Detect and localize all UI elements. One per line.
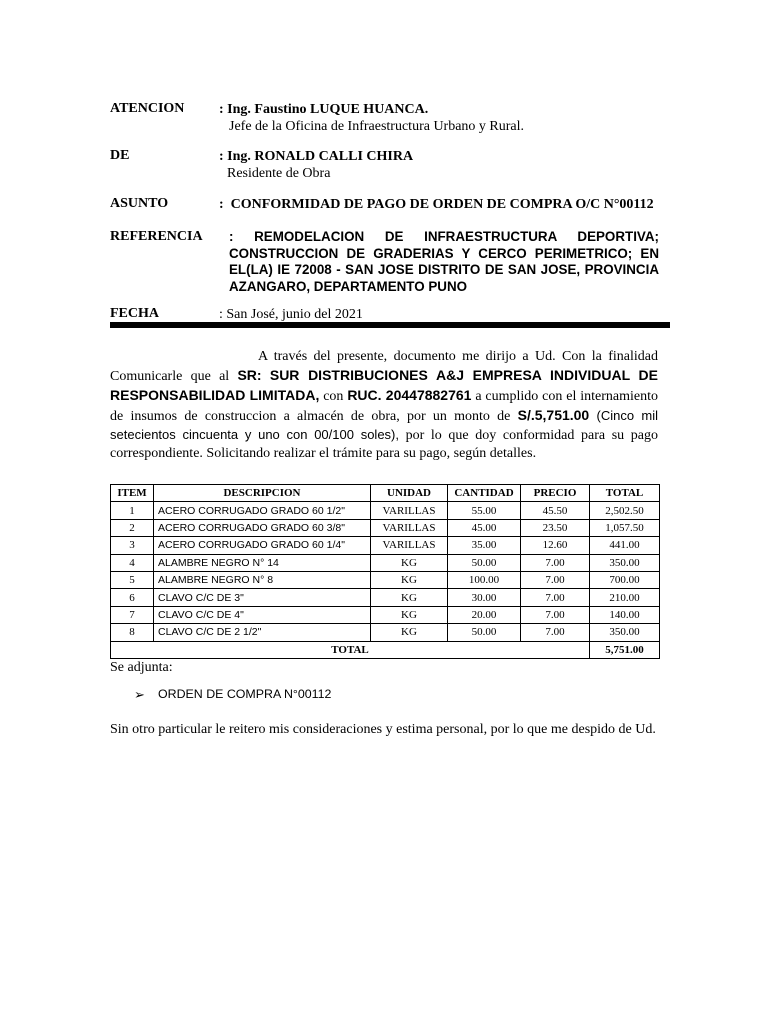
- cell-item: 6: [111, 589, 154, 606]
- cell-cantidad: 100.00: [448, 571, 521, 588]
- body-paragraph: [110, 348, 658, 463]
- items-table: [110, 484, 660, 659]
- body-p3: por lo que doy conformidad para su pago correspondiente. Solicitando realizar el trámite para su pago, según detalles.: [110, 428, 658, 461]
- referencia-text: : REMODELACION DE INFRAESTRUCTURA DEPORTIVA; CONSTRUCCION DE GRADERIAS Y CERCO PERIMETRICO; EN EL(LA) IE 72008 - SAN JOSE DISTRITO DE SAN JOSE, PROVINCIA AZANGARO, DEPARTAMENTO PUNO: [229, 229, 659, 294]
- cell-precio: 7.00: [521, 589, 590, 606]
- cell-unidad: VARILLAS: [371, 502, 448, 519]
- cell-precio: 7.00: [521, 606, 590, 623]
- col-item: ITEM: [111, 485, 154, 502]
- asunto-text: : CONFORMIDAD DE PAGO DE ORDEN DE COMPRA O/C N°00112: [219, 197, 654, 212]
- divider-line: [110, 322, 670, 328]
- atencion-role: Jefe de la Oficina de Infraestructura Urbano y Rural.: [229, 119, 525, 134]
- table-row: [111, 606, 660, 623]
- table-row: [111, 502, 660, 519]
- cell-total: 2,502.50: [590, 502, 660, 519]
- cell-unidad: KG: [371, 571, 448, 588]
- cell-item: 3: [111, 537, 154, 554]
- body-company: SUR DISTRIBUCIONES A&J EMPRESA INDIVIDUAL DE RESPONSABILIDAD LIMITADA,: [110, 367, 659, 403]
- cell-descripcion: CLAVO C/C DE 2 1/2": [154, 624, 371, 641]
- cell-descripcion: ALAMBRE NEGRO N° 8: [154, 571, 371, 588]
- cell-precio: 7.00: [521, 571, 590, 588]
- body-amount-words: (Cinco mil setecientos cincuenta y uno con 00/100 soles),: [110, 408, 659, 442]
- cell-unidad: VARILLAS: [371, 519, 448, 536]
- cell-total: 350.00: [590, 624, 660, 641]
- table-row: [111, 554, 660, 571]
- table-header-row: [111, 485, 660, 502]
- body-p1: A través del presente, documento me dirijo a Ud. Con la finalidad Comunicarle que al: [110, 349, 658, 384]
- attachment-item: ORDEN DE COMPRA N°00112: [158, 687, 332, 701]
- cell-unidad: KG: [371, 589, 448, 606]
- referencia-label: REFERENCIA: [110, 229, 203, 244]
- atencion-name: : Ing. Faustino LUQUE HUANCA.: [219, 102, 429, 117]
- cell-item: 8: [111, 624, 154, 641]
- cell-descripcion: ACERO CORRUGADO GRADO 60 1/4": [154, 537, 371, 554]
- attachments-label: Se adjunta:: [110, 660, 173, 675]
- asunto-label: ASUNTO: [110, 196, 169, 211]
- cell-cantidad: 55.00: [448, 502, 521, 519]
- cell-precio: 7.00: [521, 624, 590, 641]
- cell-total: 1,057.50: [590, 519, 660, 536]
- cell-total: 210.00: [590, 589, 660, 606]
- table-row: [111, 519, 660, 536]
- de-role: Residente de Obra: [227, 166, 331, 181]
- cell-descripcion: ACERO CORRUGADO GRADO 60 3/8": [154, 519, 371, 536]
- cell-cantidad: 30.00: [448, 589, 521, 606]
- total-label: TOTAL: [111, 641, 590, 658]
- body-p2: a cumplido con el internamiento de insumos de construccion a almacén de obra, por un monto de: [110, 389, 658, 424]
- cell-precio: 12.60: [521, 537, 590, 554]
- cell-total: 140.00: [590, 606, 660, 623]
- cell-descripcion: ACERO CORRUGADO GRADO 60 1/2": [154, 502, 371, 519]
- cell-cantidad: 45.00: [448, 519, 521, 536]
- cell-cantidad: 20.00: [448, 606, 521, 623]
- cell-cantidad: 50.00: [448, 554, 521, 571]
- table-total-row: [111, 641, 660, 658]
- body-amount: S/.5,751.00: [517, 407, 590, 423]
- de-label: DE: [110, 148, 130, 163]
- table-row: [111, 624, 660, 641]
- cell-descripcion: CLAVO C/C DE 4": [154, 606, 371, 623]
- body-sr: SR:: [237, 367, 262, 383]
- cell-precio: 7.00: [521, 554, 590, 571]
- closing-text: Sin otro particular le reitero mis consideraciones y estima personal, por lo que me despido de Ud.: [110, 722, 656, 737]
- cell-unidad: VARILLAS: [371, 537, 448, 554]
- cell-unidad: KG: [371, 554, 448, 571]
- de-line: [219, 148, 413, 165]
- cell-unidad: KG: [371, 606, 448, 623]
- cell-descripcion: ALAMBRE NEGRO N° 14: [154, 554, 371, 571]
- col-precio: PRECIO: [521, 485, 590, 502]
- atencion-label: ATENCION: [110, 101, 185, 116]
- fecha-label: FECHA: [110, 306, 159, 321]
- cell-total: 700.00: [590, 571, 660, 588]
- fecha-text: : San José, junio del 2021: [219, 307, 363, 322]
- table-row: [111, 537, 660, 554]
- cell-total: 441.00: [590, 537, 660, 554]
- cell-descripcion: CLAVO C/C DE 3": [154, 589, 371, 606]
- cell-item: 7: [111, 606, 154, 623]
- col-cantidad: CANTIDAD: [448, 485, 521, 502]
- table-row: [111, 571, 660, 588]
- cell-precio: 45.50: [521, 502, 590, 519]
- col-total: TOTAL: [590, 485, 660, 502]
- cell-item: 1: [111, 502, 154, 519]
- cell-item: 4: [111, 554, 154, 571]
- de-prefix: : Ing.: [219, 149, 251, 164]
- col-descripcion: DESCRIPCION: [154, 485, 371, 502]
- cell-unidad: KG: [371, 624, 448, 641]
- col-unidad: UNIDAD: [371, 485, 448, 502]
- cell-item: 5: [111, 571, 154, 588]
- body-ruc: RUC. 20447882761: [347, 387, 472, 403]
- cell-precio: 23.50: [521, 519, 590, 536]
- bullet-arrow-icon: ➢: [134, 687, 145, 702]
- cell-cantidad: 50.00: [448, 624, 521, 641]
- cell-total: 350.00: [590, 554, 660, 571]
- total-value: 5,751.00: [590, 641, 660, 658]
- de-name: RONALD CALLI CHIRA: [254, 149, 414, 164]
- cell-item: 2: [111, 519, 154, 536]
- table-row: [111, 589, 660, 606]
- body-con: con: [323, 389, 344, 404]
- cell-cantidad: 35.00: [448, 537, 521, 554]
